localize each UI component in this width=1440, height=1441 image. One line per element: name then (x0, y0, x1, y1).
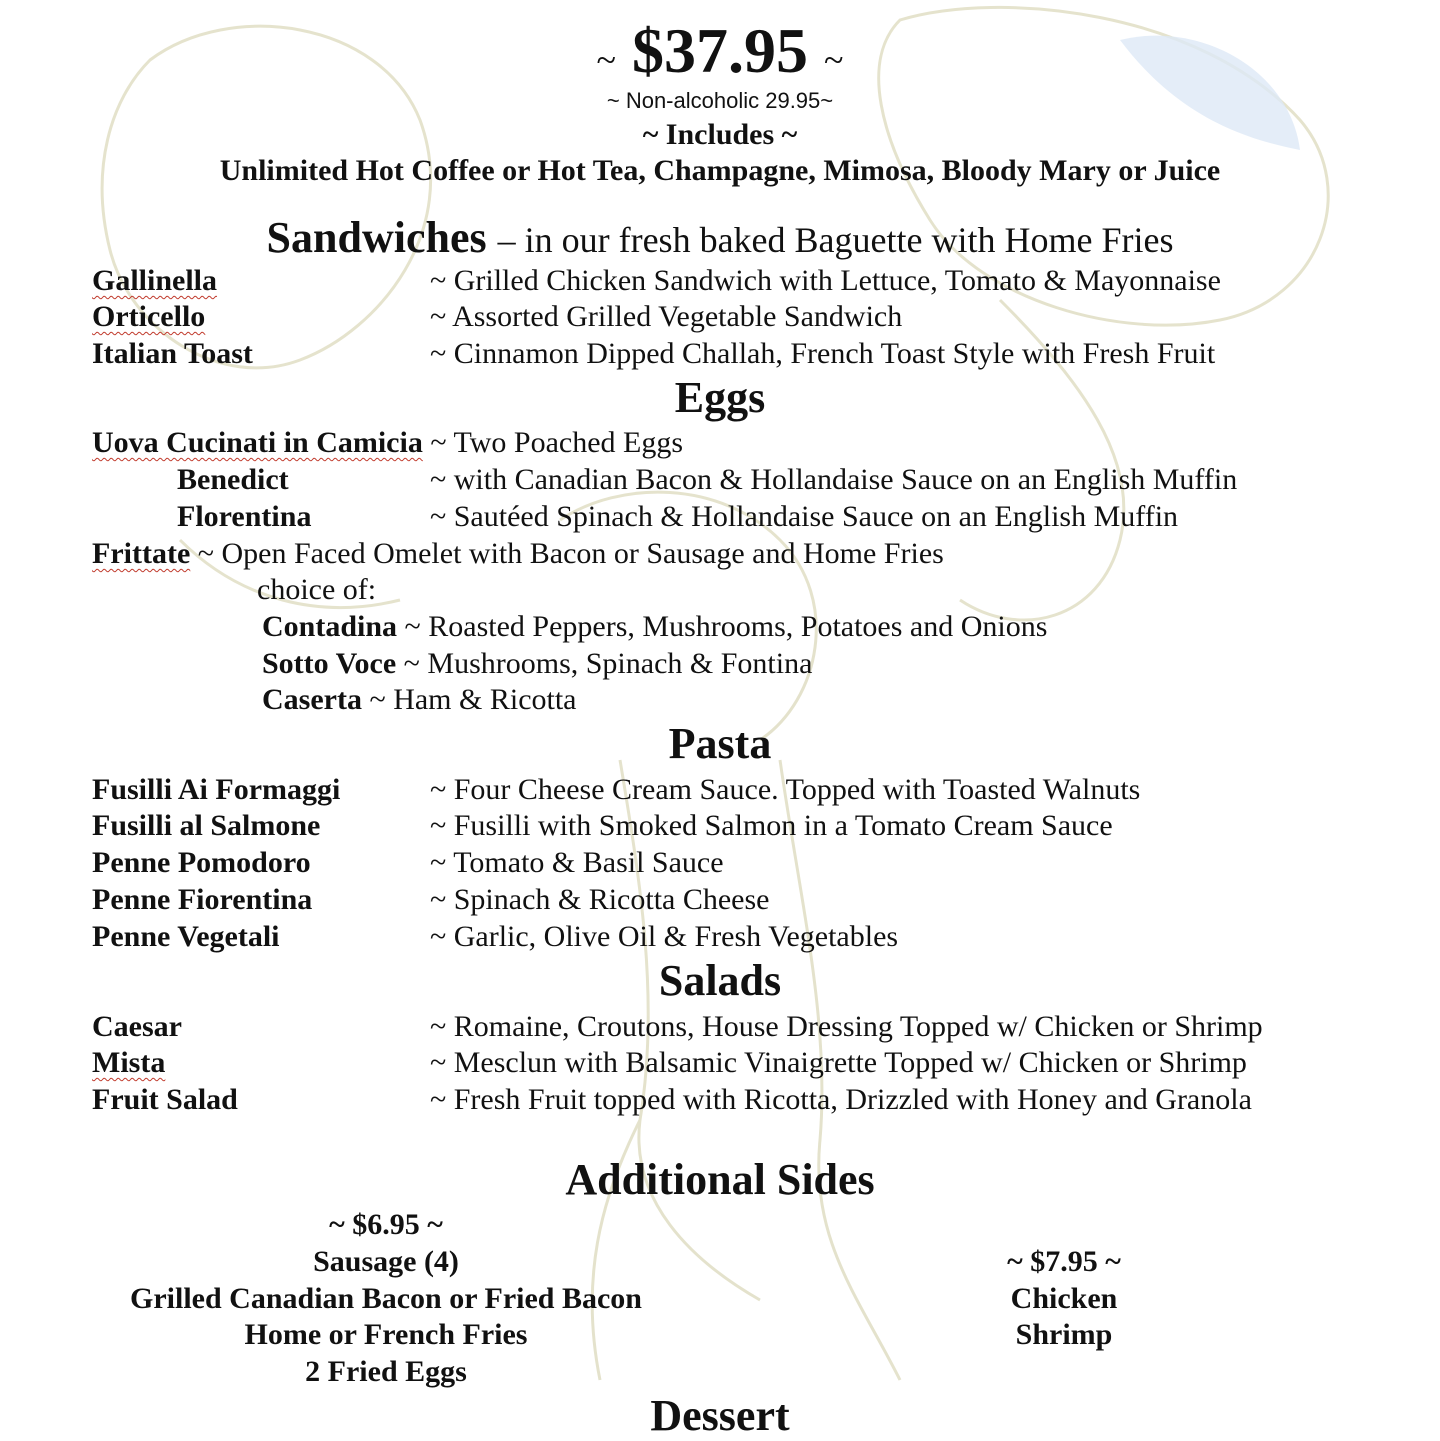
sandwiches-subtitle: – in our fresh baked Baguette with Home Fries (497, 220, 1174, 260)
side-item: Sausage (4) (313, 1245, 459, 1278)
menu-item (0, 337, 1440, 373)
item-description: ~ Sautéed Spinach & Hollandaise Sauce on an English Muffin (430, 500, 1179, 533)
item-description: ~ with Canadian Bacon & Hollandaise Sauce on an English Muffin (430, 463, 1238, 496)
non-alcoholic-price: ~ Non-alcoholic 29.95~ (606, 88, 834, 113)
brunch-price (0, 14, 1440, 88)
side-item: Grilled Canadian Bacon or Fried Bacon (130, 1282, 642, 1315)
menu-item (0, 500, 1440, 536)
item-name: Mista (92, 1046, 166, 1079)
menu-item (262, 610, 1047, 644)
tilde-left: ~ (596, 40, 616, 80)
item-name: Penne Vegetali (92, 920, 280, 953)
item-description: ~ Roasted Peppers, Mushrooms, Potatoes and Onions (404, 610, 1048, 643)
menu-item (0, 1046, 1440, 1082)
item-name: Italian Toast (92, 337, 253, 370)
sides-right-price: ~ $7.95 ~ (1007, 1245, 1121, 1278)
item-name: Contadina (262, 610, 398, 643)
item-description: ~ Mesclun with Balsamic Vinaigrette Topped w/ Chicken or Shrimp (430, 1046, 1247, 1079)
item-name: Gallinella (92, 264, 218, 297)
section-title-pasta: Pasta (668, 719, 772, 768)
menu-item (0, 463, 1440, 499)
side-item: Chicken (1010, 1282, 1118, 1315)
item-description: ~ Spinach & Ricotta Cheese (430, 883, 770, 916)
menu-item (0, 920, 1440, 956)
item-description: ~ Romaine, Croutons, House Dressing Topped w/ Chicken or Shrimp (430, 1010, 1263, 1043)
menu-item (0, 1010, 1440, 1046)
menu-item (0, 773, 1440, 809)
item-description: ~ Two Poached Eggs (430, 426, 684, 459)
item-name: Benedict (177, 463, 289, 496)
item-description: ~ Grilled Chicken Sandwich with Lettuce, Tomato & Mayonnaise (430, 264, 1221, 297)
section-title-salads: Salads (658, 956, 782, 1005)
item-description: ~ Mushrooms, Spinach & Fontina (403, 647, 813, 680)
side-item: Home or French Fries (244, 1318, 528, 1351)
item-description: ~ Assorted Grilled Vegetable Sandwich (430, 300, 903, 333)
menu-item (92, 426, 683, 460)
item-description: ~ Ham & Ricotta (369, 683, 577, 716)
section-title-additional-sides: Additional Sides (565, 1155, 875, 1204)
item-name: Fusilli al Salmone (92, 809, 321, 842)
price-value: $37.95 (632, 15, 808, 86)
item-name: Caserta (262, 683, 362, 716)
item-name: Sotto Voce (262, 647, 397, 680)
item-description: ~ Tomato & Basil Sauce (430, 846, 724, 879)
menu-item (0, 300, 1440, 336)
section-title-sandwiches (0, 212, 1440, 263)
section-title-dessert: Dessert (650, 1391, 790, 1440)
menu-item (262, 683, 577, 717)
item-name: Florentina (177, 500, 312, 533)
menu-item (0, 1083, 1440, 1119)
includes-heading: ~ Includes ~ (642, 118, 798, 151)
item-description: ~ Garlic, Olive Oil & Fresh Vegetables (430, 920, 899, 953)
item-name: Uova Cucinati in Camicia (92, 426, 423, 459)
tilde-right: ~ (824, 40, 844, 80)
item-name: Orticello (92, 300, 206, 333)
sandwiches-title: Sandwiches (266, 213, 487, 262)
menu-item (92, 537, 944, 571)
side-item: Shrimp (1015, 1318, 1113, 1351)
item-description: ~ Open Faced Omelet with Bacon or Sausage and Home Fries (197, 537, 944, 570)
menu-item (0, 846, 1440, 882)
menu-item (262, 647, 812, 681)
menu-item (0, 883, 1440, 919)
item-description: ~ Fresh Fruit topped with Ricotta, Drizzled with Honey and Granola (430, 1083, 1252, 1116)
item-description: ~ Cinnamon Dipped Challah, French Toast Style with Fresh Fruit (430, 337, 1216, 370)
sides-left-price: ~ $6.95 ~ (329, 1208, 443, 1241)
item-name: Fruit Salad (92, 1083, 238, 1116)
side-item: 2 Fried Eggs (305, 1355, 467, 1388)
item-description: ~ Fusilli with Smoked Salmon in a Tomato Cream Sauce (430, 809, 1113, 842)
item-name: Frittate (92, 537, 191, 570)
menu-item (0, 264, 1440, 300)
item-name: Penne Pomodoro (92, 846, 311, 879)
item-name: Fusilli Ai Formaggi (92, 773, 341, 806)
menu-item (0, 809, 1440, 845)
choice-of-label: choice of: (257, 573, 377, 606)
item-name: Caesar (92, 1010, 182, 1043)
item-description: ~ Four Cheese Cream Sauce. Topped with Toasted Walnuts (430, 773, 1141, 806)
includes-text: Unlimited Hot Coffee or Hot Tea, Champagne, Mimosa, Bloody Mary or Juice (219, 154, 1221, 187)
item-name: Penne Fiorentina (92, 883, 313, 916)
section-title-eggs: Eggs (674, 373, 766, 422)
